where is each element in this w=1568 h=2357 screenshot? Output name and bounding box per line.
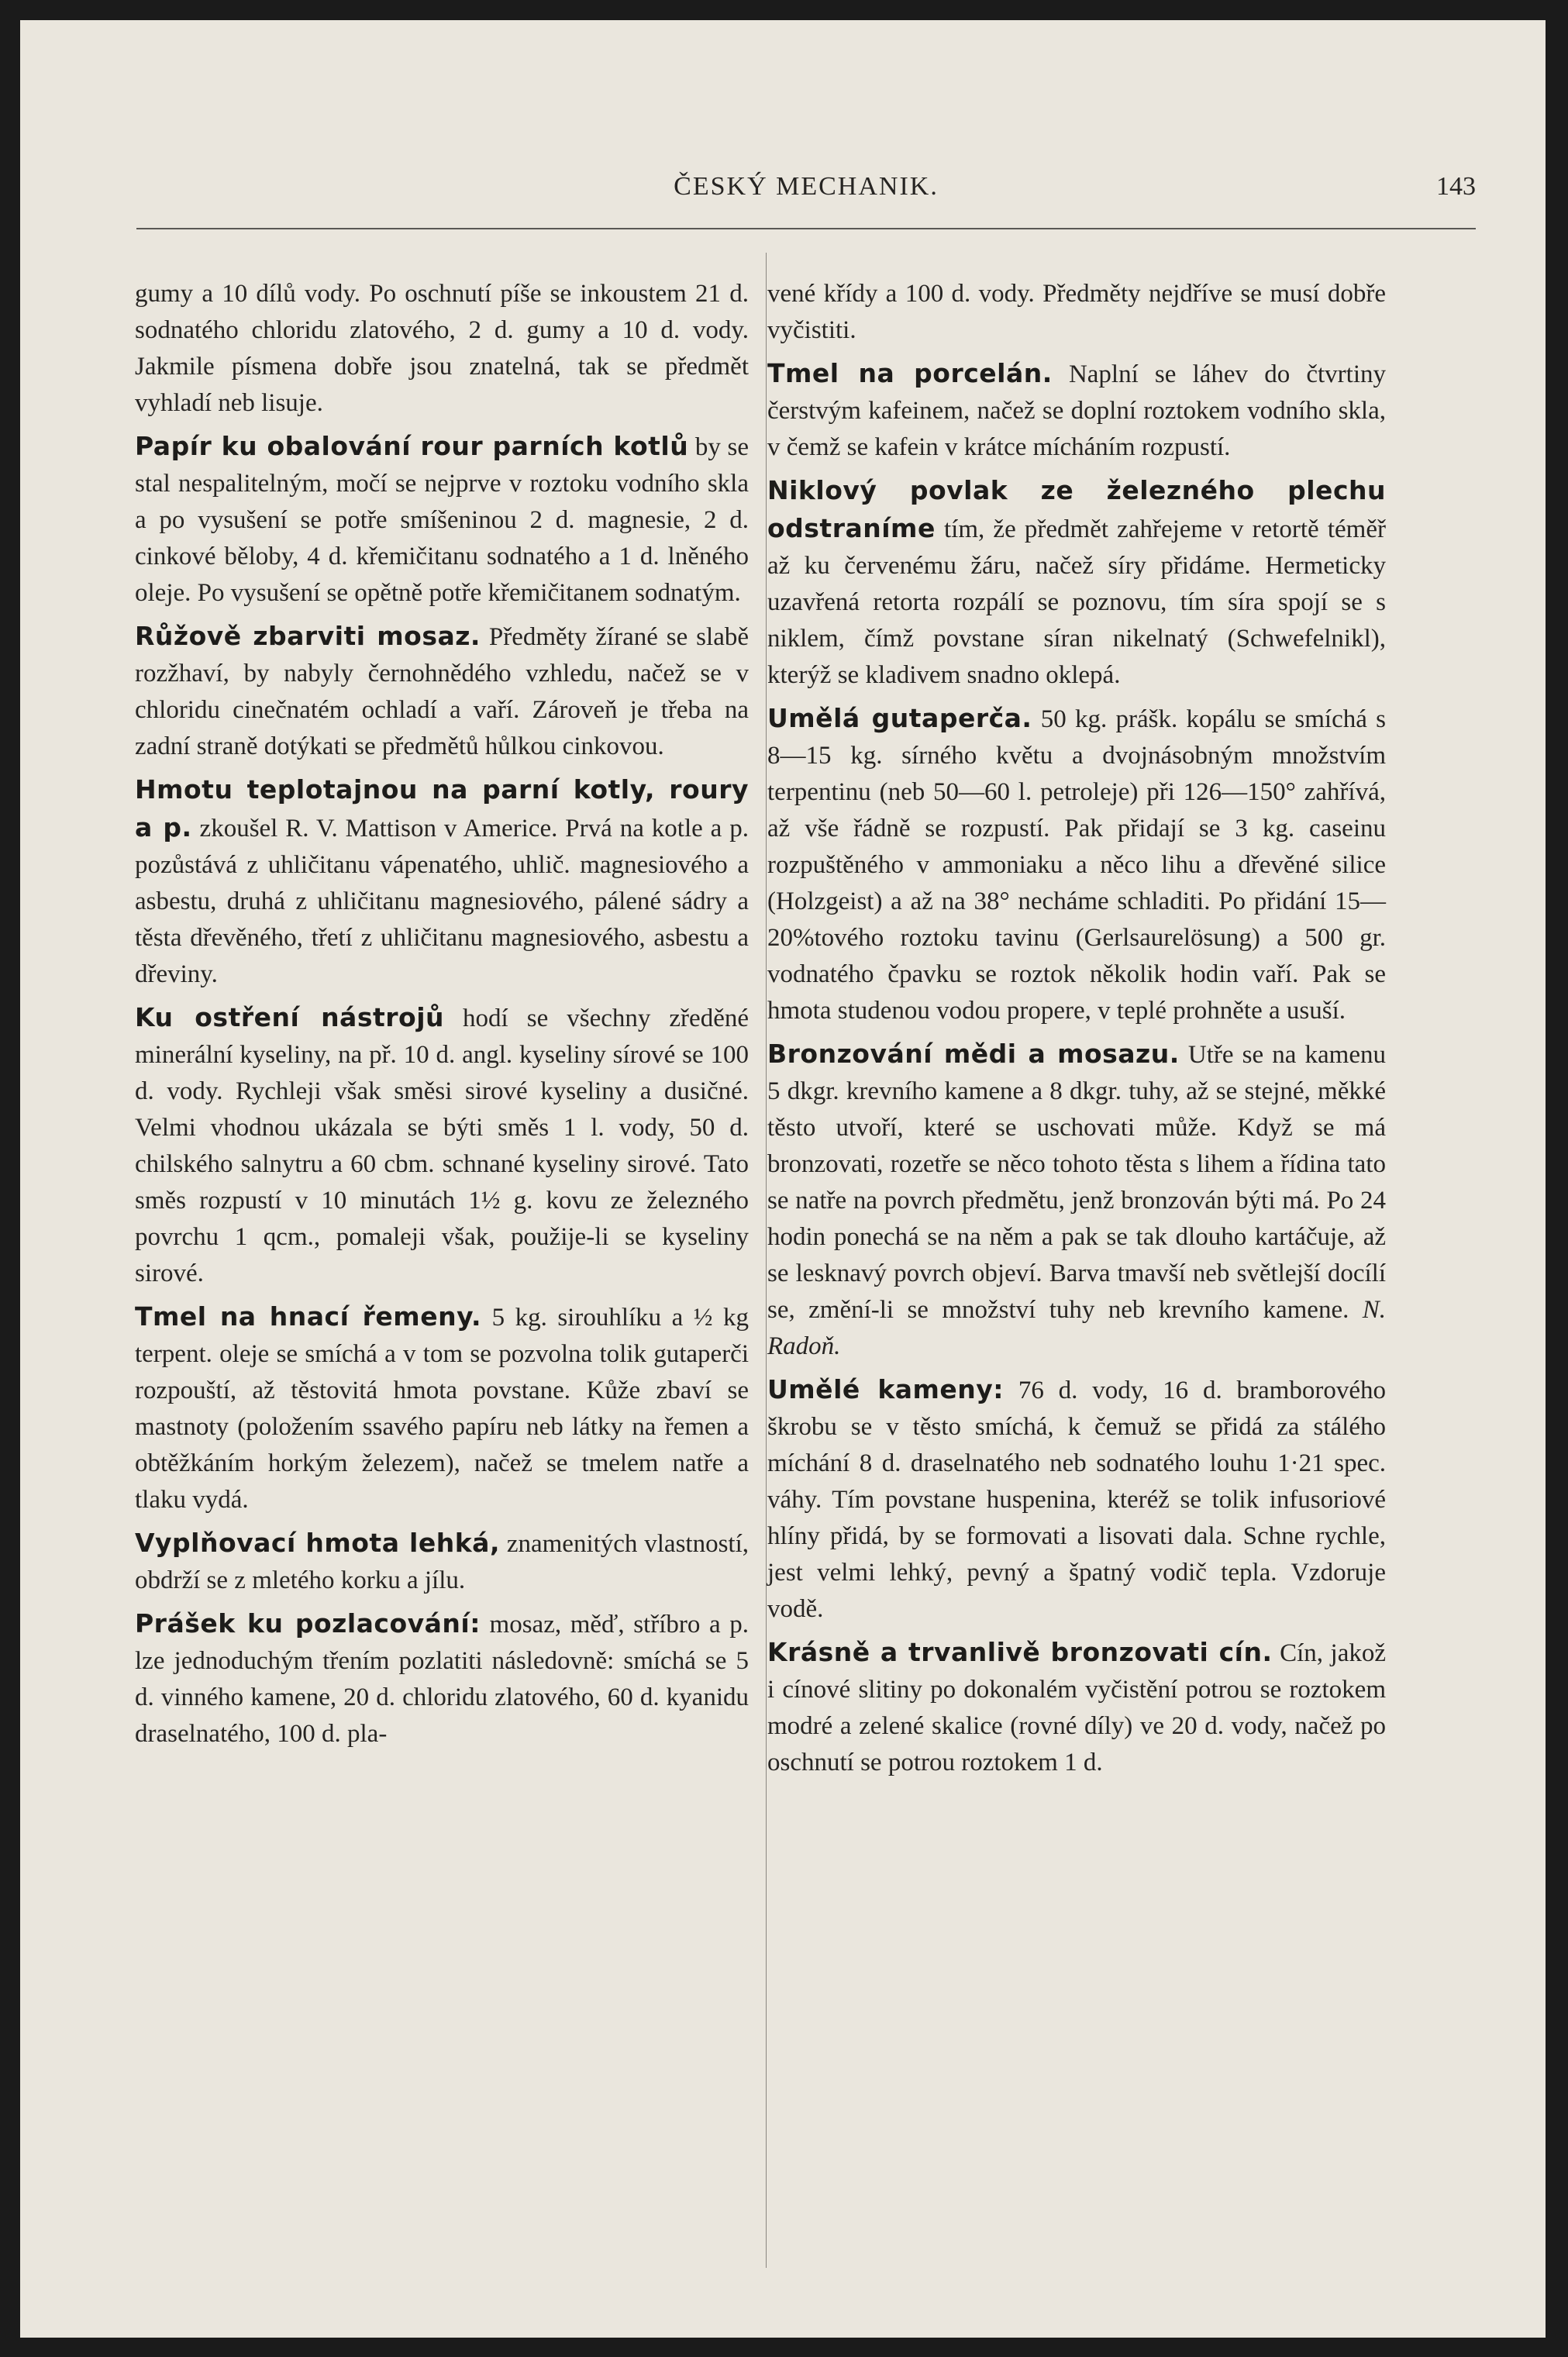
paragraph xyxy=(135,1605,749,1752)
paragraph-heading: Papír ku obalování rour parních kotlů xyxy=(135,431,689,461)
paragraph-text: znamenitých vlastností, obdrží se z mletého korku a jílu. xyxy=(135,1530,750,1594)
paragraph-text: Cín, jakož i cínové slitiny po dokonalém vyčistění potrou se roztokem modré a zelené skalice (rovné díly) ve 20 d. vody, načež po oschnutí se potrou roztokem 1 d. xyxy=(767,1639,1386,1776)
paragraph xyxy=(135,1525,749,1599)
left-column xyxy=(135,276,749,1752)
paragraph xyxy=(135,999,749,1292)
paragraph-text: 50 kg. prášk. kopálu se smíchá s 8—15 kg. sírného květu a dvojnásobným množstvím terpentinu (neb 50—60 l. petroleje) při 126—150° zahřívá, až vše řádně se rozpustí. Pak přidají se 3 kg. caseinu rozpuštěného v ammoniaku a něco lihu a dřevěné silice (Holzgeist) a až na 38° necháme schladiti. Po přidání 15—20%tového roztoku tavinu (Gerlsaurelösung) a 500 gr. vodnatého čpavku se roztok několik hodin vaří. Pak se hmota studenou vodou propere, v teplé prohněte a usuší. xyxy=(767,705,1387,1025)
paragraph-text: tím, že předmět zahřejeme v retortě téměř až ku červenému žáru, načež síry přidáme. Hermeticky uzavřená retorta rozpálí se poznovu, tím síra spojí se s niklem, čímž povstane síran nikelnatý (Schwefelnikl), kterýž se kladivem snadno oklepá. xyxy=(767,515,1386,689)
paragraph xyxy=(767,700,1386,1029)
paragraph-heading: Tmel na porcelán. xyxy=(767,358,1053,388)
right-column xyxy=(767,276,1386,1781)
paragraph-text: mosaz, měď, stříbro a p. lze jednoduchým třením pozlatiti následovně: smíchá se 5 d. vinného kamene, 20 d. chloridu zlatového, 60 d. kyanidu draselnatého, 100 d. pla- xyxy=(135,1611,749,1748)
paragraph xyxy=(135,618,749,765)
paragraph-text: gumy a 10 dílů vody. Po oschnutí píše se inkoustem 21 d. sodnatého chloridu zlatového, 2 d. gumy a 10 d. vody. Jakmile písmena dobře jsou znatelná, tak se předmět vyhladí neb lisuje. xyxy=(135,280,749,417)
paragraph xyxy=(767,472,1386,694)
paragraph-heading: Bronzování mědi a mosazu. xyxy=(767,1039,1180,1069)
paragraph-heading: Krásně a trvanlivě bronzovati cín. xyxy=(767,1637,1273,1667)
paragraph-heading: Prášek ku pozlacování: xyxy=(135,1608,481,1639)
paragraph-text: by se stal nespalitelným, močí se nejprve v roztoku vodního skla a po vysušení se potře smíšeninou 2 d. magnesie, 2 d. cinkové běloby, 4 d. křemičitanu sodnatého a 1 d. lněného oleje. Po vysušení se opětně potře křemičitanem sodnatým. xyxy=(135,433,750,607)
paragraph xyxy=(135,771,749,993)
paragraph xyxy=(767,1371,1386,1628)
paragraph-text: 76 d. vody, 16 d. bramborového škrobu se v těsto smíchá, k čemuž se přidá za stálého míchání 8 d. draselnatého neb sodnatého louhu 1·21 spec. váhy. Tím povstane huspenina, kteréž se tolik infusoriové hlíny přidá, by se formovati a lisovati dala. Schne rychle, jest velmi lehký, pevný a špatný vodič tepla. Vzdoruje vodě. xyxy=(767,1377,1386,1623)
paragraph-heading: Růžově zbarviti mosaz. xyxy=(135,621,481,651)
paragraph-text: Utře se na kamenu 5 dkgr. krevního kamene a 8 dkgr. tuhy, až se stejné, měkké těsto utvoří, které se uschovati může. Když se má bronzovati, rozetře se něco tohoto těsta s lihem a řídina tato se natře na povrch předmětu, jenž bronzován býti má. Po 24 hodin ponechá se na něm a pak se tak dlouho kartáčuje, až se lesknavý povrch objeví. Barva tmavší neb světlejší docílí se, změní-li se množství tuhy neb krevního kamene. xyxy=(767,1041,1386,1324)
paragraph-heading: Umělé kameny: xyxy=(767,1374,1004,1404)
paragraph-text: Předměty žírané se slabě rozžhaví, by nabyly černohnědého vzhledu, načež se v chloridu cinečnatém ochladí a vaří. Zároveň je třeba na zadní straně dotýkati se předmětů hůlkou cinkovou. xyxy=(135,623,749,760)
paragraph-text: Naplní se láhev do čtvrtiny čerstvým kafeinem, načež se doplní roztokem vodního skla, v čemž se kafein v krátce mícháním rozpustí. xyxy=(767,360,1387,461)
header-rule xyxy=(136,228,1476,229)
paragraph xyxy=(767,1634,1386,1781)
paragraph-heading: Umělá gutaperča. xyxy=(767,703,1032,733)
paragraph-heading: Niklový povlak ze železného plechu odstraníme xyxy=(767,475,1386,543)
scanned-page xyxy=(20,20,1546,2338)
journal-title: ČESKÝ MECHANIK. xyxy=(674,172,939,201)
paragraph-heading: Tmel na hnací řemeny. xyxy=(135,1301,482,1332)
paragraph-text: zkoušel R. V. Mattison v Americe. Prvá na kotle a p. pozůstává z uhličitanu vápenatého, uhlič. magnesiového a asbestu, druhá z uhličitanu magnesiového, pálené sádry a těsta dřevěného, třetí z uhličitanu magnesiového, asbestu a dřeviny. xyxy=(135,815,750,988)
paragraph-text: hodí se všechny zředěné minerální kyseliny, na př. 10 d. angl. kyseliny sírové se 100 d. vody. Rychleji však směsi sirové kyseliny a dusičné. Velmi vhodnou ukázala se býti směs 1 l. vody, 50 d. chilského salnytru a 60 cbm. schnané kyseliny sirové. Tato směs rozpustí v 10 minutách 1½ g. kovu ze železného povrchu 1 qcm., pomaleji však, použije-li se kyseliny sirové. xyxy=(135,1004,749,1287)
paragraph-heading: Hmotu teplotajnou na parní kotly, roury a p. xyxy=(135,774,749,843)
paragraph xyxy=(135,428,749,612)
paragraph xyxy=(135,276,749,422)
paragraph xyxy=(135,1298,749,1518)
page-number: 143 xyxy=(1436,172,1476,201)
paragraph xyxy=(767,1035,1386,1365)
column-divider xyxy=(766,253,767,2268)
paragraph xyxy=(767,276,1386,349)
running-head xyxy=(136,172,1476,211)
paragraph-heading: Ku ostření nástrojů xyxy=(135,1002,444,1032)
author-signature: N. Radoň. xyxy=(767,1296,1386,1360)
paragraph-heading: Vyplňovací hmota lehká, xyxy=(135,1528,500,1558)
paragraph-text: vené křídy a 100 d. vody. Předměty nejdříve se musí dobře vyčistiti. xyxy=(767,280,1386,344)
paragraph xyxy=(767,355,1386,466)
paragraph-text: 5 kg. sirouhlíku a ½ kg terpent. oleje se smíchá a v tom se pozvolna tolik gutaperči rozpouští, až těstovitá hmota povstane. Kůže zbaví se mastnoty (položením ssavého papíru neb látky na řemen a obtěžkáním horkým železem), načež se tmelem natře a tlaku vydá. xyxy=(135,1304,750,1514)
